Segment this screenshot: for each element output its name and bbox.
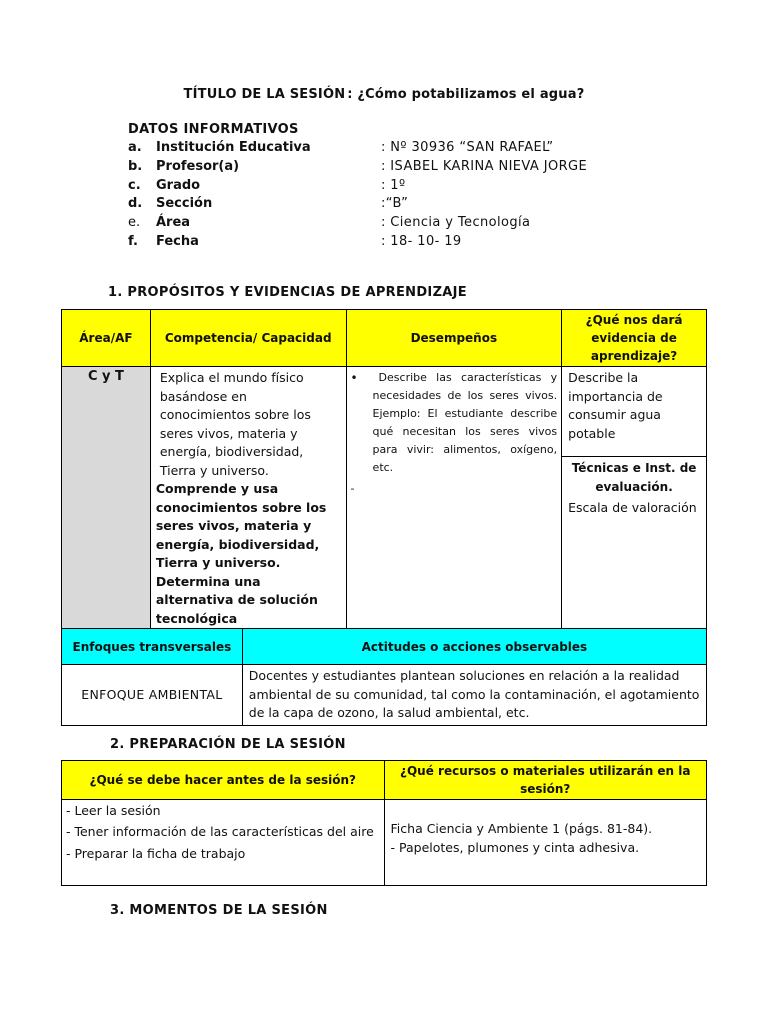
datos-row-area: e. Área : Ciencia y Tecnología (128, 215, 531, 230)
datos-row-profesor: b. Profesor(a) : ISABEL KARINA NIEVA JORGE (128, 159, 588, 174)
session-title-text: : ¿Cómo potabilizamos el agua? (347, 87, 585, 102)
tecnicas-text: Escala de valoración (568, 500, 697, 515)
evidencia-text: Describe la importancia de consumir agua potable (562, 367, 706, 457)
area-cell: C y T (62, 367, 151, 631)
section1-heading: 1. PROPÓSITOS Y EVIDENCIAS DE APRENDIZAJE (108, 285, 467, 300)
header-antes: ¿Qué se debe hacer antes de la sesión? (62, 761, 385, 800)
header-desempenos: Desempeños (346, 310, 562, 367)
datos-row-seccion: d. Sección :“B” (128, 196, 409, 211)
header-area: Área/AF (62, 310, 151, 367)
section2-heading: 2. PREPARACIÓN DE LA SESIÓN (110, 737, 346, 752)
header-competencia: Competencia/ Capacidad (150, 310, 346, 367)
antes-cell (62, 800, 385, 886)
enfoques-table (61, 628, 707, 726)
header-recursos: ¿Qué recursos o materiales utilizarán en la sesión? (384, 761, 706, 800)
desempeno-text: Describe las características y necesidades de los seres vivos. Ejemplo: El estudiante describe qué necesitan los seres vivos para vivir: alimentos, oxígeno, etc. (372, 371, 558, 474)
desempeno-dash: - (350, 482, 355, 495)
session-title (0, 87, 768, 102)
capacidad-text: Comprende y usa conocimientos sobre los seres vivos, materia y energía, biodiversidad, Tierra y universo. Determina una alternativa de solución tecnológica (155, 481, 327, 626)
header-actitudes: Actitudes o acciones observables (242, 629, 706, 665)
header-enfoques: Enfoques transversales (62, 629, 243, 665)
antes-item: - Preparar la ficha de trabajo (66, 845, 246, 861)
desempeno-cell (346, 367, 562, 631)
session-title-label: TÍTULO DE LA SESIÓN (183, 87, 346, 102)
bullet-icon: • (350, 371, 358, 385)
datos-row-grado: c. Grado : 1º (128, 178, 406, 193)
antes-item: - Leer la sesión (66, 803, 161, 818)
tecnicas-header: Técnicas e Inst. de evaluación. (571, 461, 697, 494)
propositos-table (61, 309, 707, 631)
datos-heading: DATOS INFORMATIVOS (128, 122, 299, 137)
recursos-cell (384, 800, 706, 886)
enfoque-ambiental: ENFOQUE AMBIENTAL (62, 665, 243, 726)
actitud-text: Docentes y estudiantes plantean soluciones en relación a la realidad ambiental de su comunidad, tal como la contaminación, el agotamiento de la capa de ozono, la salud ambiental, etc. (242, 665, 706, 726)
competencia-text: Explica el mundo físico basándose en conocimientos sobre los seres vivos, materia y energía, biodiversidad, Tierra y universo. (159, 370, 311, 478)
datos-row-institucion: a. Institución Educativa : Nº 30936 “SAN RAFAEL” (128, 140, 554, 155)
desempeno-item (351, 369, 558, 477)
header-evidencia: ¿Qué nos dará evidencia de aprendizaje? (562, 310, 707, 367)
datos-row-fecha: f. Fecha : 18- 10- 19 (128, 234, 462, 249)
section3-heading: 3. MOMENTOS DE LA SESIÓN (110, 903, 328, 918)
preparacion-table (61, 760, 707, 886)
evidencia-cell (562, 367, 707, 631)
recursos-item: Ficha Ciencia y Ambiente 1 (págs. 81-84). (390, 821, 653, 836)
recursos-item: - Papelotes, plumones y cinta adhesiva. (390, 839, 640, 855)
antes-item: - Tener información de las características del aire (66, 823, 374, 839)
competencia-cell (150, 367, 346, 631)
